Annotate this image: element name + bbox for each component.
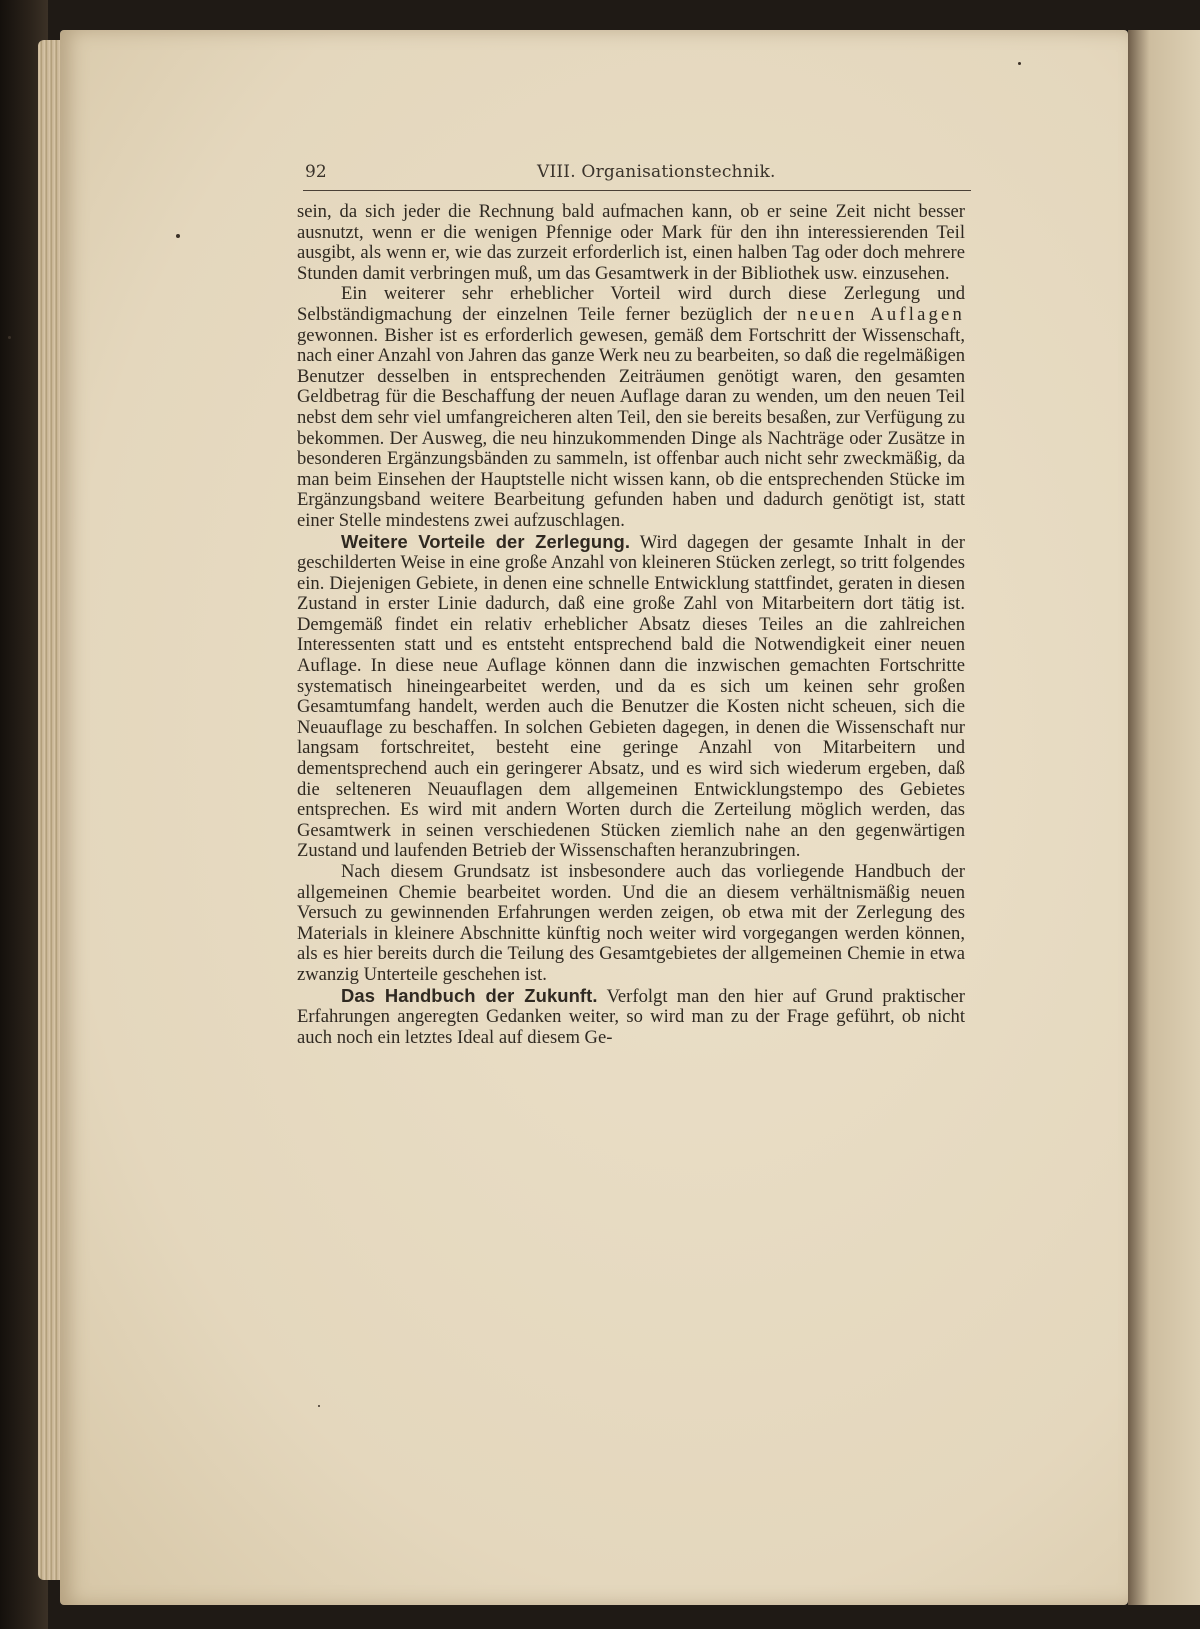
page-header — [303, 158, 970, 190]
paper-speck — [318, 1405, 320, 1407]
run-in-heading-zerlegung: Weitere Vorteile der Zerlegung. — [341, 530, 631, 552]
running-head: VIII. Organisationstechnik. — [537, 162, 776, 182]
run-in-heading-zukunft: Das Handbuch der Zukunft. — [341, 984, 598, 1006]
paragraph-2 — [297, 284, 965, 531]
paragraph-5-text: Verfolgt man den hier auf Grund praktischer Erfahrungen angeregten Gedanken weiter, so wird man zu der Frage geführt, ob nicht auch noch ein letztes Ideal auf diesem Ge- — [297, 985, 965, 1048]
spaced-emphasis: neuen Auflagen — [797, 303, 965, 325]
paper-speck — [8, 336, 11, 339]
paragraph-4: Nach diesem Grundsatz ist insbesondere auch das vorliegende Handbuch der allgemeinen Chemie bearbeitet worden. Und die an diesem verhältnismäßig neuen Versuch zu gewinnenden Erfahrungen werden zeigen, ob etwa mit der Zerlegung des Materials in kleinere Abschnitte künftig noch weiter wird vorgegangen werden können, als es hier bereits durch die Teilung des Gesamtgebietes der allgemeinen Chemie in etwa zwanzig Unterteile geschehen ist. — [297, 861, 965, 985]
paragraph-5 — [297, 986, 965, 1049]
paragraph-3-text: Wird dagegen der gesamte Inhalt in der geschilderten Weise in eine große Anzahl von kleineren Stücken zerlegt, so tritt folgendes ein. Diejenigen Gebiete, in denen eine schnelle Entwicklung stattfindet, geraten in diesen Zustand in erster Linie dadurch, daß eine große Zahl von Mitarbeitern dort tätig ist. Demgemäß findet ein relativ erheblicher Absatz dieses Teiles an die zahlreichen Interessenten statt und es entsteht entsprechend bald die Notwendigkeit einer neuen Auflage. In diese neue Auflage können dann die inzwischen gemachten Fortschritte systematisch hineingearbeitet werden, und da es sich um keinen sehr großen Gesamtumfang handelt, werden auch die Benutzer die Kosten nicht scheuen, sich die Neuauflage zu beschaffen. In solchen Gebieten dagegen, in denen die Wissenschaft nur langsam fortschreitet, besteht eine geringe Anzahl von Mitarbeitern und dementsprechend auch ein geringerer Absatz, und es wird sich wiederum ergeben, daß die selteneren Neuauflagen dem allgemeinen Entwicklungstempo des Gebietes entsprechen. Es wird mit andern Worten durch die Zerteilung möglich werden, das Gesamtwerk in seinen verschiedenen Stücken ziemlich nahe an den gegenwärtigen Zustand und laufenden Betrieb der Wissenschaften heranzubringen. — [297, 531, 965, 862]
paragraph-2-start: Ein weiterer sehr erheblicher Vorteil wird durch diese Zerlegung und Selbständigmachung der einzelnen Teile ferner bezüglich der — [297, 283, 965, 325]
body-text — [297, 202, 965, 1048]
paragraph-1: sein, da sich jeder die Rechnung bald aufmachen kann, ob er seine Zeit nicht besser ausnutzt, wenn er die wenigen Pfennige oder Mark für den ihn interessierenden Teil ausgibt, als wenn er, wie das zurzeit erforderlich ist, einen halben Tag oder doch mehrere Stunden damit verbringen muß, um das Gesamtwerk in der Bibliothek usw. einzusehen. — [297, 201, 965, 284]
paper-speck — [176, 234, 180, 238]
paragraph-2-end: gewonnen. Bisher ist es erforderlich gewesen, gemäß dem Fortschritt der Wissenschaft, nach einer Anzahl von Jahren das ganze Werk neu zu bearbeiten, so daß die regelmäßigen Benutzer desselben in entsprechenden Zeiträumen genötigt waren, den gesamten Geldbetrag für die Beschaffung der neuen Auflage daran zu wenden, um den neuen Teil nebst dem sehr viel umfangreicheren alten Teil, den sie bereits besaßen, zur Verfügung zu bekommen. Der Ausweg, die neu hinzukommenden Dinge als Nachträge oder Zusätze in besonderen Ergänzungsbänden zu sammeln, ist offenbar auch nicht sehr zweckmäßig, da man beim Einsehen der Hauptstelle nicht wissen kann, ob die entsprechenden Stücke im Ergänzungsband weitere Bearbeitung gefunden haben und dadurch genötigt ist, statt einer Stelle mindestens zwei aufzuschlagen. — [297, 324, 965, 531]
paragraph-3 — [297, 532, 965, 863]
paper-speck — [1018, 62, 1021, 65]
facing-page-edge — [1128, 30, 1200, 1605]
header-rule — [303, 190, 971, 191]
page-number: 92 — [305, 162, 327, 182]
